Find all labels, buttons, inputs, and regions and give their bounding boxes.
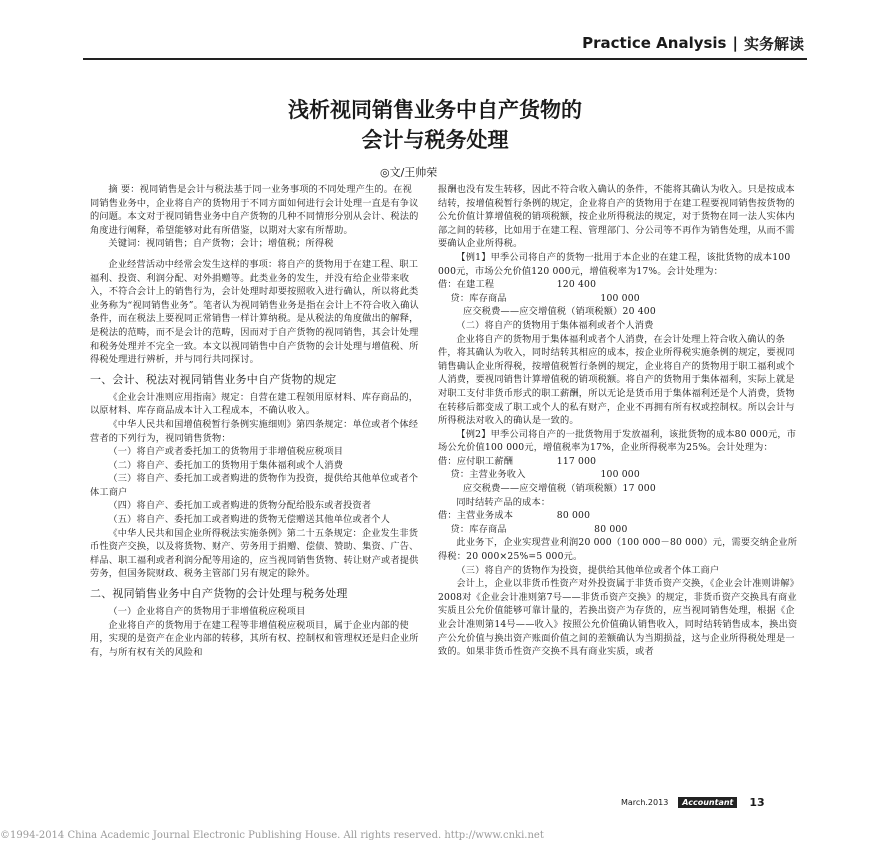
section-heading: 一、会计、税法对视同销售业务中自产货物的规定 [90, 372, 337, 386]
body-paragraph: 《企业会计准则应用指南》规定：自营在建工程领用原材料、库存商品的，以原材料、库存商品成本计入工程成本，不确认收入。 [90, 391, 419, 417]
body-paragraph: （一）企业将自产的货物用于非增值税应税项目 [108, 606, 306, 618]
body-paragraph: 企业经营活动中经常会发生这样的事项：将自产的货物用于在建工程、职工福利、投资、利润分配、对外捐赠等。此类业务的发生，并没有给企业带来收入，不符合会计上的销售行为，会计处理时却要按照收入进行确认，所以将此类业务称为“视同销售业务”。笔者认为视同销售业务是指在会计上不符合收入确认条件，而在税法上要视同正常销售一样计算纳税。是从税法的角度做出的解释，是税法的范畴，而不是会计的范畴，因而对于自产货物的视同销售，其会计处理和税务处理并不完全一致。本文以视同销售中自产货物的会计处理与增值税、所得税处理进行辨析，并与同行共同探讨。 [90, 258, 419, 366]
journal-entry-line: 借：主营业务成本 80 000 [438, 510, 591, 522]
article-title-line-2: 会计与税务处理 [361, 127, 509, 152]
journal-entry-line: 贷：主营业务收入 100 000 [438, 469, 640, 481]
body-paragraph: （二）将自产、委托加工的货物用于集体福利或个人消费 [108, 459, 344, 471]
section-heading: 二、视同销售业务中自产货物的会计处理与税务处理 [90, 587, 348, 601]
journal-entry-line: 贷：库存商品 100 000 [438, 292, 640, 304]
running-header [500, 32, 804, 54]
journal-entry-line: 应交税费——应交增值税（销项税额）20 400 [438, 306, 656, 318]
paragraph-gap [90, 251, 420, 258]
author-byline: ◎文/王帅荣 [380, 166, 438, 179]
body-paragraph: 此业务下，企业实现营业利润20 000（100 000－80 000）元，需要交纳企业所得税：20 000×25%=5 000元。 [438, 537, 798, 563]
header-separator: | [732, 34, 738, 52]
body-paragraph: （四）将自产、委托加工或者购进的货物分配给股东或者投资者 [108, 500, 372, 512]
body-paragraph: 【例2】甲季公司将自产的一批货物用于发放福利，该批货物的成本80 000元，市场公允价值100 000元，增值税率为17%，企业所得税率为25%。会计处理为： [438, 428, 797, 454]
body-paragraph: （三）将自产、委托加工或者购进的货物作为投资，提供给其他单位或者个体工商户 [90, 473, 419, 498]
body-paragraph: 【例1】甲季公司将自产的货物一批用于本企业的在建工程，该批货物的成本100 000元，市场公允价值120 000元，增值税率为17%。会计处理为： [438, 251, 791, 277]
issue-date: March.2013 [621, 797, 669, 807]
journal-entry-line: 借：在建工程 120 400 [438, 279, 597, 291]
body-paragraph: 企业将自产的货物用于在建工程等非增值税应税项目，属于企业内部的使用，实现的是资产在企业内部的转移，其所有权、控制权和管理权还是归企业所有，与所有权有关的风险和 [90, 619, 419, 658]
journal-entry-line: 贷：库存商品 80 000 [438, 523, 628, 535]
body-paragraph: 同时结转产品的成本： [456, 496, 551, 508]
copyright-notice: ©1994-2014 China Academic Journal Electronic Publishing House. All rights reserved. http://www.cnki.net [0, 830, 544, 841]
body-paragraph: （五）将自产、委托加工或者购进的货物无偿赠送其他单位或者个人 [108, 514, 391, 526]
journal-name-badge: Accountant [678, 797, 737, 808]
body-paragraph: 摘 要：视同销售是会计与税法基于同一业务事项的不同处理产生的。在视同销售业务中，企业将自产的货物用于不同方面如何进行会计处理一直是有争议的问题。本文对于视同销售业务中自产货物的几种不同情形分别从会计、税法的角度进行阐释，希望能够对此有所借鉴，以期对大家有所帮助。 [90, 184, 419, 236]
body-paragraph: 企业将自产的货物用于集体福利或者个人消费，在会计处理上符合收入确认的条件，将其确认为收入，同时结转其相应的成本，按企业所得税实施条例的规定，要视同销售确认企业所得税，按增值税暂行条例的规定，企业将自产的货物用于职工福利或个人消费，要视同销售计算增值税的销项税额。将自产的货物用于集体福利，实际上就是对职工支付非货币形式的职工薪酬，所以无论是货币用于集体福利还是个人消费，货物在转移后都变成了职工或个人的私有财产，企业不再拥有所有权或控制权。所以会计与所得税法对收入的确认是一致的。 [438, 333, 795, 427]
body-paragraph: （二）将自产的货物用于集体福利或者个人消费 [456, 319, 654, 331]
body-paragraph: 会计上，企业以非货币性资产对外投资属于非货币资产交换，《企业会计准则讲解》2008对《企业会计准则第7号——非货币资产交换》的规定，非货币资产交换具有商业实质且公允价值能够可靠计量的，若换出资产为存货的，应当视同销售处理，根据《企业会计准则第14号——收入》按照公允价值确认销售收入，同时结转销售成本，换出资产公允价值与换出资产账面价值之间的差额确认为当期损益，这与企业所得税处理是一致的。如果非货币性资产交换不具有商业实质，或者 [438, 578, 800, 658]
body-paragraph: （一）将自产或者委托加工的货物用于非增值税应税项目 [108, 446, 344, 458]
page-footer [621, 794, 807, 810]
section-title-cn: 实务解读 [743, 34, 804, 53]
left-text-column [90, 183, 420, 659]
article-title-line-1: 浅析视同销售业务中自产货物的 [288, 97, 582, 122]
body-paragraph: 《中华人民共和国增值税暂行条例实施细则》第四条规定：单位或者个体经营者的下列行为，视同销售货物： [90, 418, 419, 444]
journal-entry-line: 应交税费——应交增值税（销项税额）17 000 [438, 483, 656, 495]
body-paragraph: 《中华人民共和国企业所得税法实施条例》第二十五条规定：企业发生非货币性资产交换，以及将货物、财产、劳务用于捐赠、偿债、赞助、集资、广告、样品、职工福利或者利润分配等用途的，应当视同销售货物、转让财产或者提供劳务，但国务院财政、税务主管部门另有规定的除外。 [90, 527, 419, 580]
header-rule [83, 58, 807, 60]
article-title [90, 95, 780, 155]
body-paragraph: 关键词：视同销售；自产货物；会计；增值税；所得税 [108, 238, 334, 250]
page-number: 13 [749, 795, 765, 809]
body-paragraph: 报酬也没有发生转移，因此不符合收入确认的条件，不能将其确认为收入。只是按成本结转，按增值税暂行条例的规定，企业将自产的货物用于在建工程要视同销售按货物的公允价值计算增值税的销项税额，按企业所得税法的规定，对于货物在同一法人实体内部之间的转移，比如用于在建工程、管理部门、分公司等不再作为销售处理，从而不需要确认企业所得税。 [438, 184, 795, 250]
body-paragraph: （三）将自产的货物作为投资，提供给其他单位或者个体工商户 [456, 564, 720, 576]
section-title-en: Practice Analysis [582, 34, 727, 52]
right-text-column [438, 183, 803, 659]
journal-entry-line: 借：应付职工薪酬 117 000 [438, 455, 597, 467]
